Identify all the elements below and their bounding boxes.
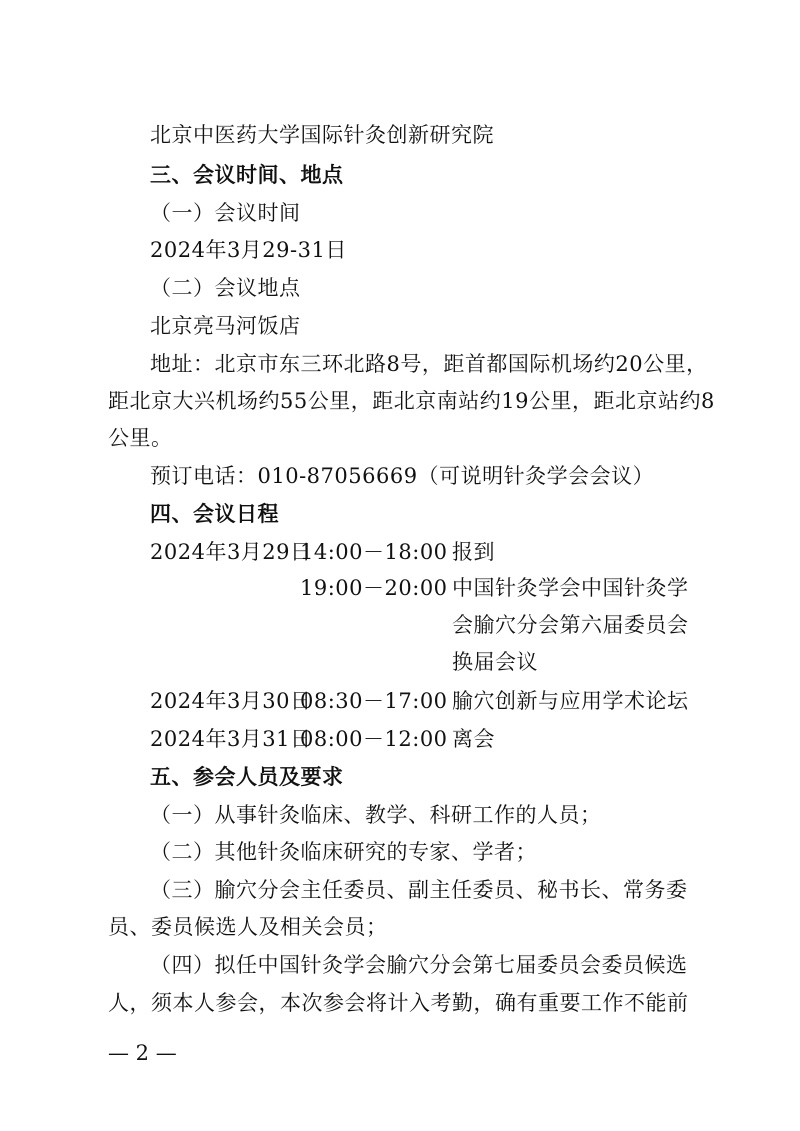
section3-heading: 三、会议时间、地点: [150, 163, 344, 187]
attendee-item-4-line-2: 人，须本人参会，本次参会将计入考勤，确有重要工作不能前: [108, 991, 689, 1015]
schedule-date: 2024年3月29日: [150, 540, 312, 564]
schedule-time: 08:30－17:00: [300, 689, 448, 713]
schedule-time: 14:00－18:00: [300, 540, 448, 564]
page-number: — 2 —: [108, 1041, 177, 1065]
attendee-item-3-line-2: 员、委员候选人及相关会员；: [108, 915, 388, 939]
address-line-3: 公里。: [108, 426, 173, 450]
place-value: 北京亮马河饭店: [150, 314, 301, 338]
time-label: （一）会议时间: [150, 201, 301, 225]
schedule-event: 中国针灸学会中国针灸学: [452, 576, 689, 600]
attendee-item-1: （一）从事针灸临床、教学、科研工作的人员；: [150, 803, 602, 827]
address-line-1: 地址：北京市东三环北路8号，距首都国际机场约20公里，: [150, 352, 708, 376]
booking-phone: 预订电话：010-87056669（可说明针灸学会会议）: [150, 464, 655, 488]
schedule-event: 离会: [452, 727, 495, 751]
schedule-date: 2024年3月30日: [150, 689, 312, 713]
schedule-time: 08:00－12:00: [300, 727, 448, 751]
place-label: （二）会议地点: [150, 276, 301, 300]
address-line-2: 距北京大兴机场约55公里，距北京南站约19公里，距北京站约8: [108, 389, 715, 413]
schedule-event: 换届会议: [452, 650, 538, 674]
schedule-time: 19:00－20:00: [300, 576, 448, 600]
schedule-date: 2024年3月31日: [150, 727, 312, 751]
section5-heading: 五、参会人员及要求: [150, 765, 344, 789]
attendee-item-3-line-1: （三）腧穴分会主任委员、副主任委员、秘书长、常务委: [150, 878, 688, 902]
institution-name: 北京中医药大学国际针灸创新研究院: [150, 123, 494, 147]
schedule-event: 会腧穴分会第六届委员会: [452, 613, 689, 637]
schedule-event: 腧穴创新与应用学术论坛: [452, 689, 689, 713]
schedule-event: 报到: [452, 540, 495, 564]
time-value: 2024年3月29-31日: [150, 238, 347, 262]
attendee-item-4-line-1: （四）拟任中国针灸学会腧穴分会第七届委员会委员候选: [150, 953, 688, 977]
attendee-item-2: （二）其他针灸临床研究的专家、学者；: [150, 840, 537, 864]
section4-heading: 四、会议日程: [150, 502, 279, 526]
